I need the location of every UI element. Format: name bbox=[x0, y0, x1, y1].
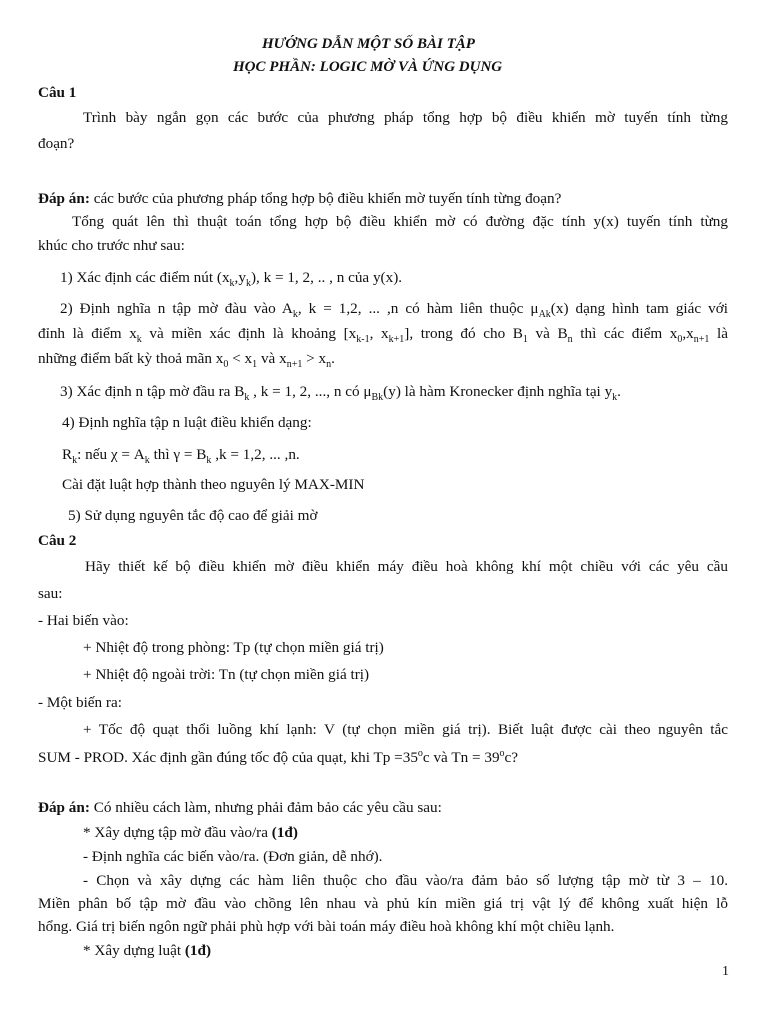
cau1-intro-line2: khúc cho trước như sau: bbox=[38, 237, 185, 254]
cau2-req3-line1: - Chọn và xây dựng các hàm liên thuộc cho đầu vào/ra đảm bảo số lượng tập mờ từ 3 – 10. bbox=[83, 872, 728, 889]
cau1-question-line1: Trình bày ngắn gọn các bước của phương pháp tổng hợp bộ điều khiển mờ tuyến tính từng bbox=[83, 109, 728, 126]
cau2-req2: - Định nghĩa các biến vào/ra. (Đơn giản, dễ nhớ). bbox=[83, 848, 383, 865]
cau1-answer-label: Đáp án: bbox=[38, 190, 90, 207]
cau1-step2-line1: 2) Định nghĩa n tập mờ đàu vào $A_k$, k = 1,2, ... ,n có hàm liên thuộc $\mu_{Ak}(x)$ dạng hình tam giác với bbox=[60, 300, 728, 321]
page-number: 1 bbox=[722, 964, 729, 979]
cau1-step2-line3: những điểm bất kỳ thoả mãn $x_0 < x_1$ và $x_{n+1} > x_n$. bbox=[38, 350, 335, 371]
doc-title-line2: HỌC PHẦN: LOGIC MỜ VÀ ỨNG DỤNG bbox=[233, 59, 503, 75]
cau1-step5: 5) Sử dụng nguyên tắc độ cao để giải mờ bbox=[68, 507, 318, 524]
cau1-step1: 1) Xác định các điểm nút $(x_k,y_k)$, k = 1, 2, .. , n của y(x). bbox=[60, 269, 403, 290]
cau2-req4: * Xây dựng luật (1đ) bbox=[83, 942, 212, 959]
cau2-inputs-label: - Hai biến vào: bbox=[38, 612, 129, 629]
cau2-question-line1: Hãy thiết kế bộ điều khiển mờ điều khiển máy điều hoà không khí một chiều với các yêu cầu bbox=[85, 558, 728, 575]
cau1-step3: 3) Xác định n tập mờ đầu ra $B_k$ , k = 1, 2, ..., n có $\mu_{Bk}(y)$ là hàm Kronecker định nghĩa tại $y_k$. bbox=[60, 383, 621, 404]
cau1-maxmin: Cài đặt luật hợp thành theo nguyên lý MAX-MIN bbox=[62, 476, 365, 493]
cau2-output-label: - Một biến ra: bbox=[38, 694, 122, 711]
cau2-req3-line2: Miền phân bố tập mờ đầu vào chồng lên nhau và phủ kín miền giá trị vật lý để không xuất hiện lỗ bbox=[38, 895, 728, 912]
cau1-answer-text: các bước của phương pháp tổng hợp bộ điều khiển mờ tuyến tính từng đoạn? bbox=[89, 190, 562, 207]
cau1-answer bbox=[38, 190, 561, 208]
cau2-output-line1: + Tốc độ quạt thổi luồng khí lạnh: V (tự chọn miền giá trị). Biết luật được cài theo nguyên tắc bbox=[83, 721, 728, 738]
cau2-output-line2: SUM - PROD. Xác định gần đúng tốc độ của quạt, khi $Tp =35^oc$ và $Tn = 39^oc$? bbox=[38, 747, 519, 766]
cau2-question-line2: sau: bbox=[38, 585, 63, 602]
cau1-intro-line1: Tổng quát lên thì thuật toán tổng hợp bộ điều khiển mờ có đường đặc tính y(x) tuyến tính từng bbox=[72, 213, 728, 230]
cau1-rule: $R_k$: nếu $\chi = A_k$ thì $\gamma = B_k$ ,k = 1,2, ... ,n. bbox=[62, 446, 300, 467]
cau1-step2-line2: đỉnh là điểm $x_k$ và miền xác định là khoảng [$x_{k-1}$, $x_{k+1}$], trong đó cho $B_1$ và $B_n$ thì các điểm $x_0,x_{n+1}$ là bbox=[38, 325, 728, 346]
cau2-answer-text: Có nhiều cách làm, nhưng phải đảm bảo các yêu cầu sau: bbox=[89, 799, 442, 816]
cau2-answer bbox=[38, 799, 442, 817]
cau2-input2: + Nhiệt độ ngoài trời: Tn (tự chọn miền giá trị) bbox=[83, 666, 370, 683]
cau2-req1: * Xây dựng tập mờ đầu vào/ra (1đ) bbox=[83, 824, 298, 841]
cau1-question-line2: đoạn? bbox=[38, 135, 75, 152]
cau2-req3-line3: hổng. Giá trị biến ngôn ngữ phải phù hợp với bài toán máy điều hoà không khí một chiều lạnh. bbox=[38, 918, 615, 935]
doc-title-line1: HƯỚNG DẪN MỘT SỐ BÀI TẬP bbox=[262, 36, 475, 52]
cau1-step4: 4) Định nghĩa tập n luật điều khiển dạng: bbox=[62, 414, 312, 431]
cau2-heading: Câu 2 bbox=[38, 532, 77, 549]
cau2-input1: + Nhiệt độ trong phòng: Tp (tự chọn miền giá trị) bbox=[83, 639, 384, 656]
cau1-heading: Câu 1 bbox=[38, 84, 77, 101]
cau2-answer-label: Đáp án: bbox=[38, 799, 90, 816]
